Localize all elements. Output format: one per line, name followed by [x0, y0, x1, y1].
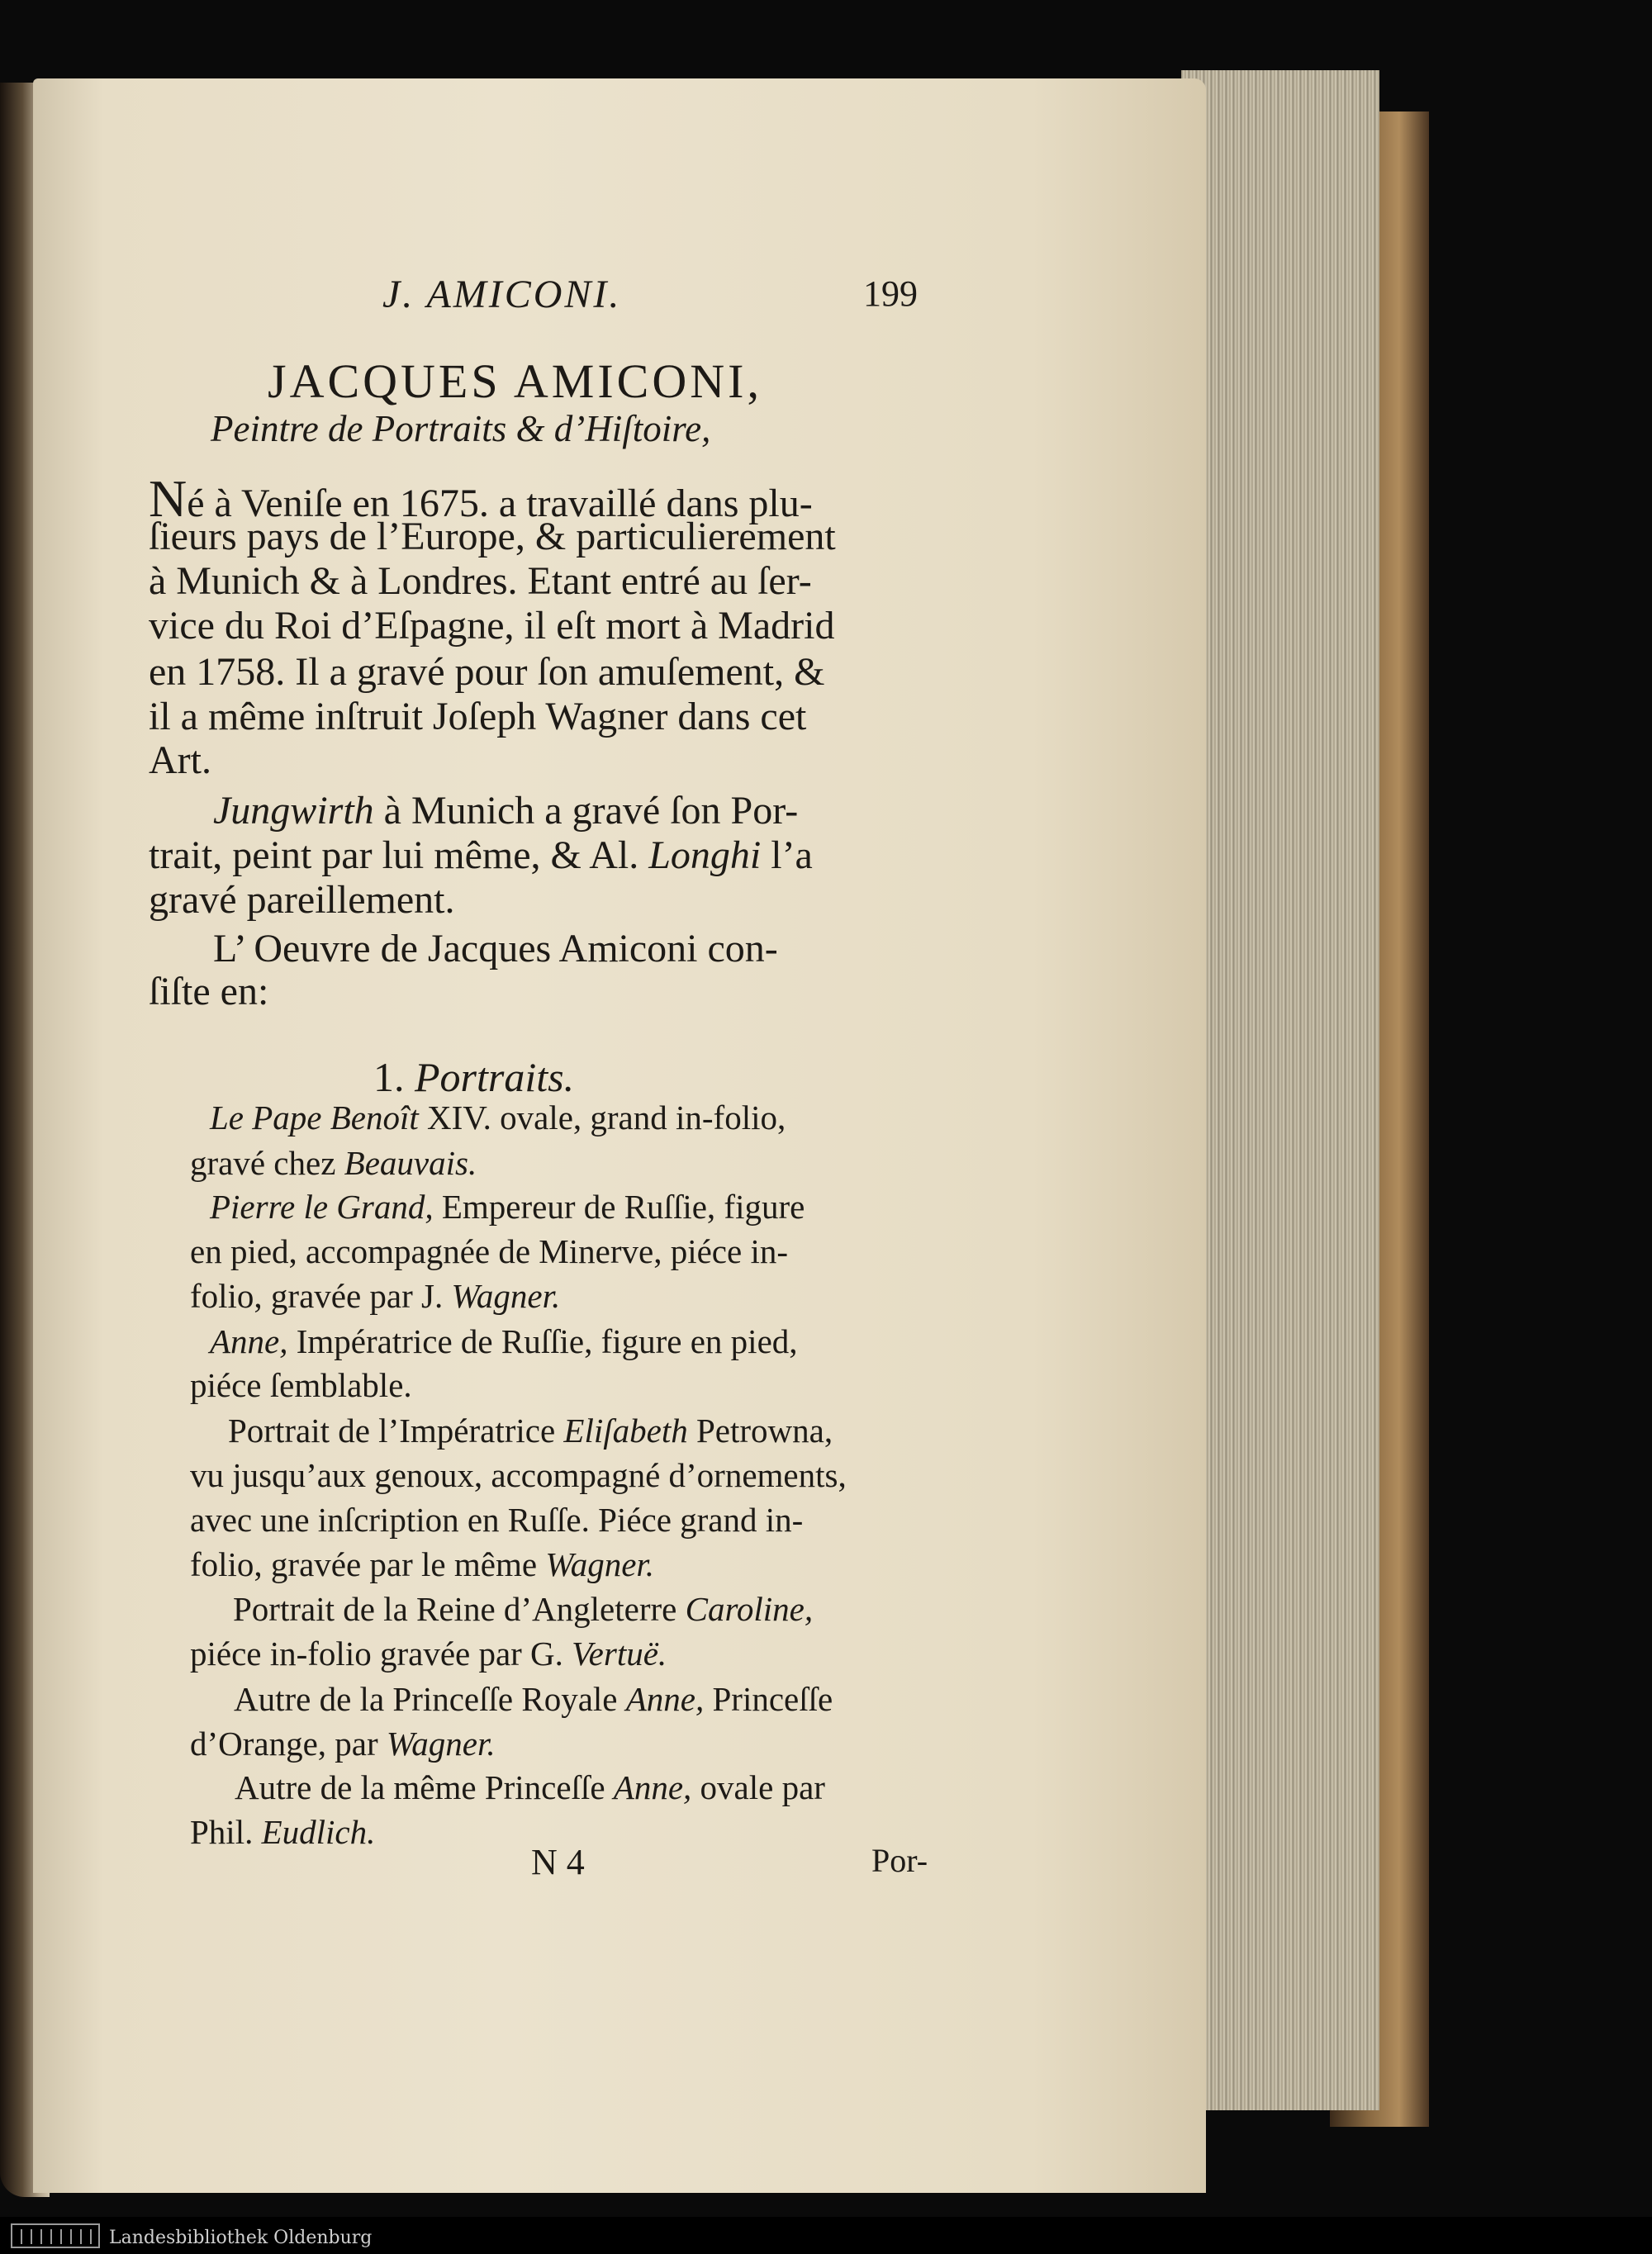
entry-line [235, 1768, 825, 1806]
section-title: Portraits. [415, 1054, 575, 1100]
roman-text: gravé pareillement. [149, 878, 455, 922]
entry-line [190, 1366, 412, 1404]
roman-text: Autre de la même Princeſſe [235, 1768, 614, 1806]
italic-text: Caroline, [685, 1590, 814, 1628]
roman-text: gravé chez [190, 1144, 344, 1182]
italic-text: Anne, [613, 1768, 692, 1806]
body-line [149, 833, 813, 877]
italic-text: Eudlich. [261, 1813, 376, 1851]
entry-line [210, 1322, 798, 1360]
body-line [213, 791, 798, 831]
entry-line [233, 1592, 813, 1626]
entry-line [190, 1232, 788, 1270]
body-line: ſieurs pays de l’Europe, & particulierement [149, 515, 836, 558]
italic-text: Anne, [625, 1680, 705, 1718]
roman-text: Impératrice de Ruſſie, figure en pied, [287, 1322, 798, 1360]
body-line [149, 880, 454, 920]
roman-text: Portrait de la Reine d’Angleterre [233, 1590, 686, 1628]
roman-text: Portrait de l’Impératrice [228, 1412, 564, 1450]
entry-line [210, 1190, 805, 1224]
entry-line [190, 1637, 667, 1671]
italic-text: Beauvais. [344, 1144, 477, 1182]
drop-cap: N [149, 469, 188, 528]
italic-text: Eliſabeth [563, 1412, 688, 1450]
body-line: en 1758. Il a gravé pour ſon amuſement, & [149, 650, 825, 694]
entry-line [190, 1146, 477, 1180]
entry-line [190, 1279, 560, 1313]
article-title: JACQUES AMICONI, [268, 354, 762, 408]
body-line: à Munich & à Londres. Etant entré au ſer- [149, 559, 812, 603]
roman-text: avec une inſcription en Ruſſe. Piéce grand in- [190, 1501, 804, 1539]
entry-line [190, 1545, 655, 1583]
roman-text: d’Orange, par [190, 1725, 387, 1763]
entry-line [234, 1682, 833, 1716]
roman-text: trait, peint par lui même, & Al. [149, 833, 649, 877]
roman-text: folio, gravée par J. [190, 1277, 452, 1315]
roman-text: folio, gravée par le même [190, 1545, 546, 1583]
roman-text: piéce ſemblable. [190, 1366, 412, 1404]
library-building-logo-icon [10, 2221, 101, 2251]
section-number: 1. [373, 1054, 405, 1100]
roman-text: à Munich a gravé ſon Por- [373, 789, 799, 833]
roman-text: piéce in-folio gravée par G. [190, 1635, 572, 1673]
body-line: il a même inſtruit Joſeph Wagner dans cet [149, 695, 807, 738]
italic-text: Pierre le Grand, [210, 1188, 434, 1226]
roman-text: l’a [761, 833, 813, 877]
entry-line [190, 1503, 803, 1537]
italic-text: Le Pape Benoît [210, 1099, 419, 1136]
page-number: 199 [863, 273, 918, 314]
roman-text: vu jusqu’aux genoux, accompagné d’ornements, [190, 1456, 847, 1494]
body-line: L’ Oeuvre de Jacques Amiconi con- [213, 927, 778, 970]
catchword: Por- [871, 1842, 928, 1879]
page-block-edges [1181, 70, 1379, 2110]
running-head: J. AMICONI. [382, 273, 622, 316]
roman-text: ovale par [691, 1768, 825, 1806]
italic-text: Wagner. [386, 1725, 496, 1763]
body-line-text: é à Veniſe en 1675. a travaillé dans plu- [187, 482, 813, 525]
italic-text: Longhi [648, 833, 762, 877]
library-name: Landesbibliothek Oldenburg [109, 2228, 373, 2248]
entry-line [190, 1456, 847, 1494]
roman-text: XIV. ovale, grand in-folio, [418, 1099, 786, 1136]
signature-mark: N 4 [531, 1842, 585, 1882]
body-line: Art. [149, 738, 211, 782]
roman-text: Phil. [190, 1813, 262, 1851]
entry-line [210, 1101, 786, 1135]
italic-text: Jungwirth [213, 789, 374, 833]
entry-line [228, 1414, 833, 1448]
section-heading [373, 1056, 574, 1098]
roman-text: Princeſſe [704, 1680, 833, 1718]
entry-line [190, 1727, 496, 1761]
italic-text: Wagner. [545, 1545, 655, 1583]
roman-text: en pied, accompagnée de Minerve, piéce in- [190, 1232, 788, 1270]
article-subtitle: Peintre de Portraits & d’Hiſtoire, [211, 408, 711, 449]
roman-text: Empereur de Ruſſie, figure [433, 1188, 805, 1226]
roman-text: Autre de la Princeſſe Royale [234, 1680, 626, 1718]
italic-text: Vertuë. [572, 1635, 667, 1673]
body-line: vice du Roi d’Eſpagne, il eſt mort à Madrid [149, 604, 835, 648]
italic-text: Wagner. [451, 1277, 561, 1315]
body-line: ſiſte en: [149, 970, 269, 1013]
roman-text: Petrowna, [687, 1412, 833, 1450]
entry-line [190, 1815, 375, 1849]
italic-text: Anne, [210, 1322, 288, 1360]
